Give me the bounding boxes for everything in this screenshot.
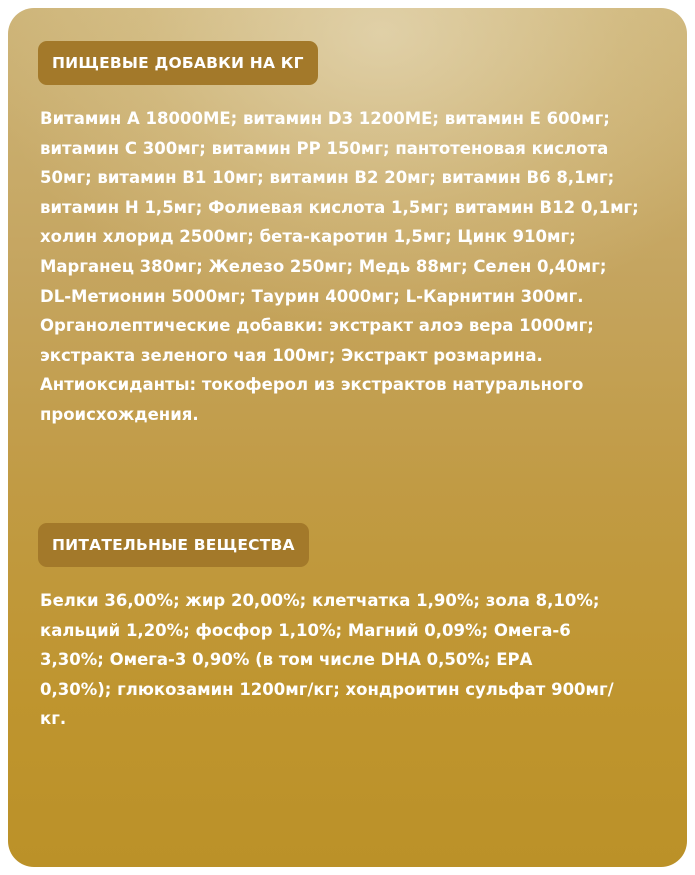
text-line: 3,30%; Омега-3 0,90% (в том числе DHA 0,50%; ЕРА (40, 650, 533, 670)
composition-card (8, 8, 687, 867)
text-line: Белки 36,00%; жир 20,00%; клетчатка 1,90%; зола 8,10%; (40, 591, 600, 610)
text-line: Антиоксиданты: токоферол из экстрактов натурального (40, 375, 584, 395)
text-line: 50мг; витамин В1 10мг; витамин В2 20мг; витамин В6 8,1мг; (40, 168, 615, 188)
text-line: Витамин А 18000МЕ; витамин D3 1200МЕ; витамин Е 600мг; (40, 109, 610, 128)
text-line: витамин С 300мг; витамин РР 150мг; пантотеновая кислота (40, 138, 609, 158)
text-line: Органолептические добавки: экстракт алоэ вера 1000мг; (40, 316, 594, 336)
text-line: кг. (40, 709, 67, 729)
text-line: происхождения. (40, 404, 199, 424)
feed-additives-text (40, 104, 665, 430)
text-line: кальций 1,20%; фосфор 1,10%; Магний 0,09%; Омега-6 (40, 620, 571, 640)
text-line: Марганец 380мг; Железо 250мг; Медь 88мг; Селен 0,40мг; (40, 256, 607, 276)
nutrients-text (40, 586, 665, 734)
text-line: экстракта зеленого чая 100мг; Экстракт розмарина. (40, 345, 543, 365)
section-title-feed-additives: ПИЩЕВЫЕ ДОБАВКИ НА КГ (38, 41, 318, 85)
text-line: витамин Н 1,5мг; Фолиевая кислота 1,5мг; витамин В12 0,1мг; (40, 197, 639, 217)
text-line: 0,30%); глюкозамин 1200мг/кг; хондроитин сульфат 900мг/ (40, 679, 614, 699)
text-line: DL-Метионин 5000мг; Таурин 4000мг; L-Карнитин 300мг. (40, 286, 584, 306)
text-line: холин хлорид 2500мг; бета-каротин 1,5мг; Цинк 910мг; (40, 227, 576, 247)
section-title-nutrients: ПИТАТЕЛЬНЫЕ ВЕЩЕСТВА (38, 523, 309, 567)
